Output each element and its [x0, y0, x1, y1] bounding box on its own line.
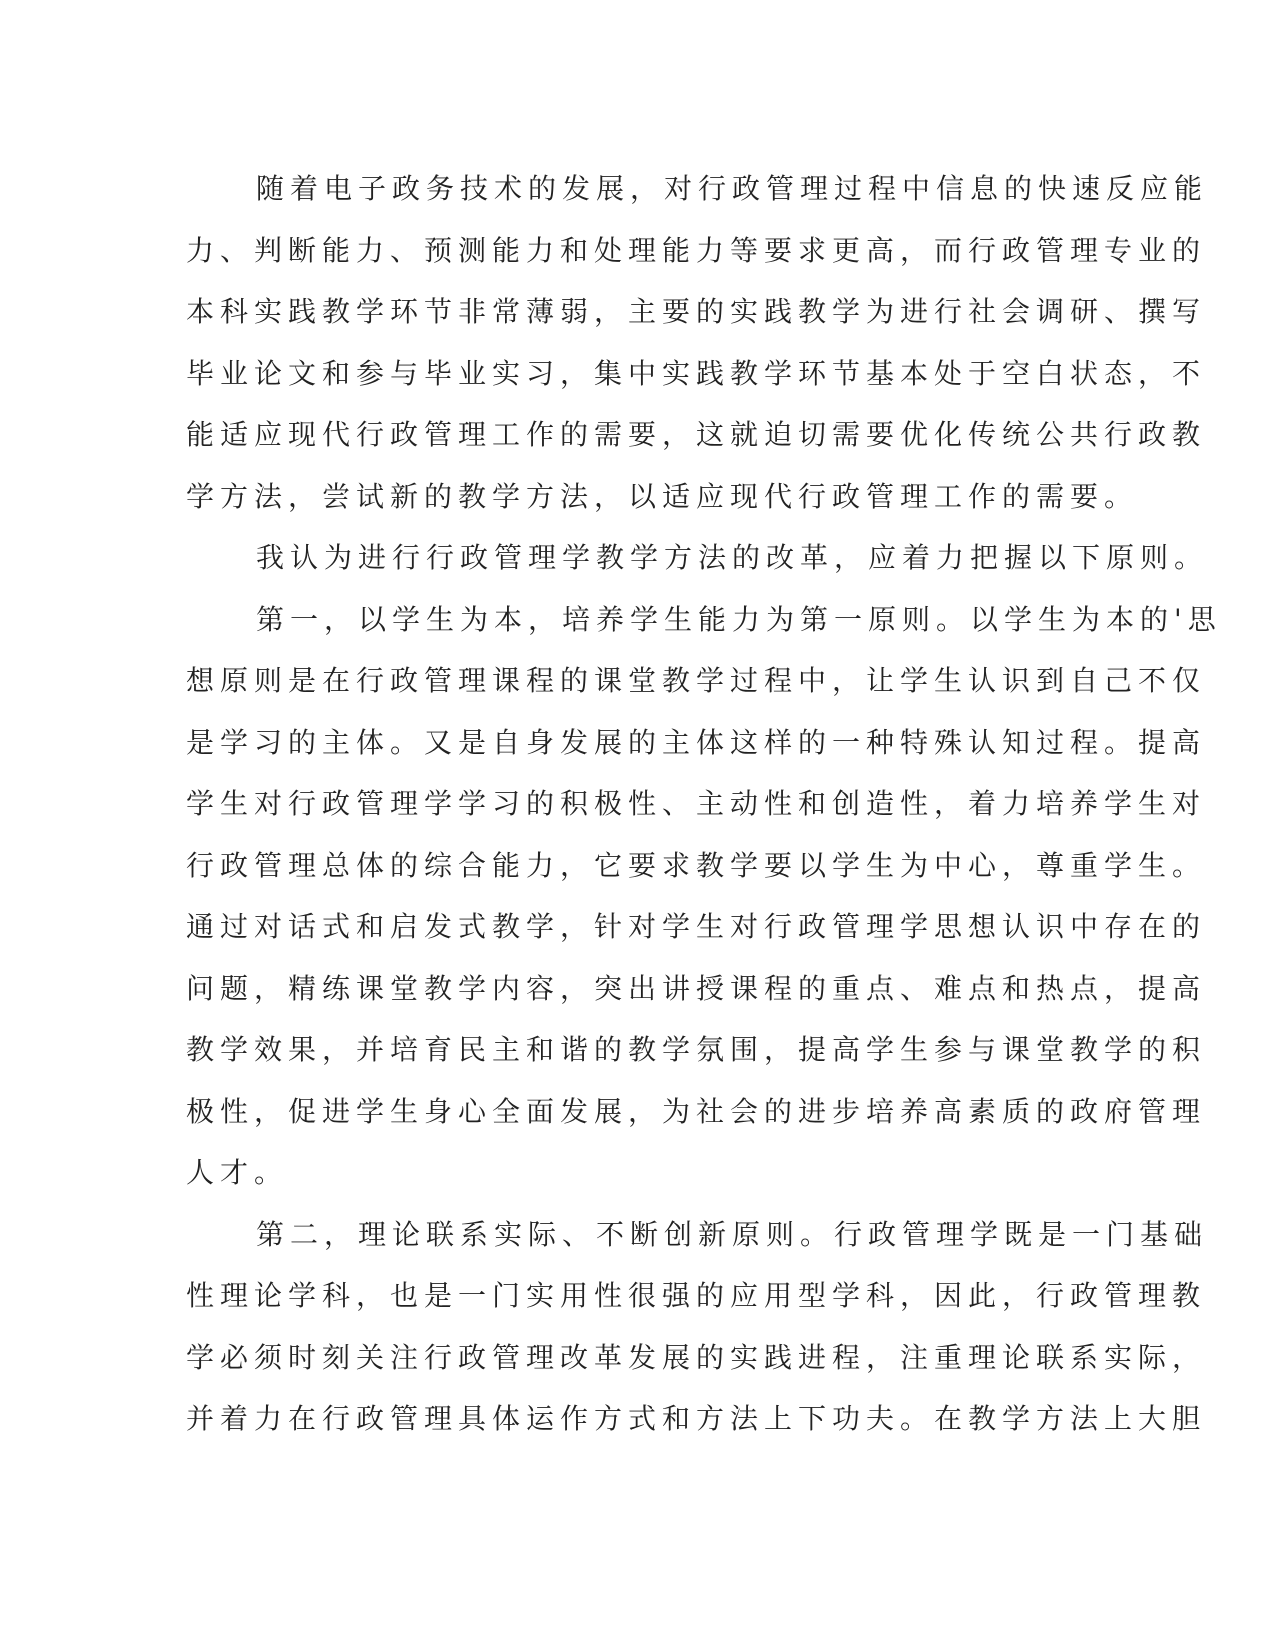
text-line: 我认为进行行政管理学教学方法的改革，应着力把握以下原则。: [256, 541, 1209, 574]
text-line: 极性，促进学生身心全面发展，为社会的进步培养高素质的政府管理: [186, 1094, 1207, 1128]
text-line: 力、判断能力、预测能力和处理能力等要求更高，而行政管理专业的: [186, 233, 1207, 267]
text-line: 想原则是在行政管理课程的课堂教学过程中，让学生认识到自己不仅: [186, 664, 1207, 697]
text-line: 毕业论文和参与毕业实习，集中实践教学环节基本处于空白状态，不: [186, 356, 1207, 390]
text-line: 第二，理论联系实际、不断创新原则。行政管理学既是一门基础: [256, 1217, 1209, 1251]
paragraph-1: [186, 158, 1209, 527]
text-line: 随着电子政务技术的发展，对行政管理过程中信息的快速反应能: [256, 172, 1209, 205]
text-line: 行政管理总体的综合能力，它要求教学要以学生为中心，尊重学生。: [186, 848, 1207, 882]
text-line: 通过对话式和启发式教学，针对学生对行政管理学思想认识中存在的: [186, 910, 1207, 943]
paragraph-3: [186, 589, 1222, 1204]
text-line: 学生对行政管理学学习的积极性、主动性和创造性，着力培养学生对: [186, 787, 1207, 820]
paragraph-4: [186, 1204, 1209, 1450]
text-line: 学方法，尝试新的教学方法，以适应现代行政管理工作的需要。: [186, 479, 1139, 513]
text-line: 教学效果，并培育民主和谐的教学氛围，提高学生参与课堂教学的积: [186, 1033, 1207, 1066]
text-line: 第一，以学生为本，培养学生能力为第一原则。以学生为本的'思: [256, 602, 1222, 636]
text-line: 人才。: [186, 1156, 289, 1189]
paragraph-2: [186, 527, 1209, 589]
text-line: 是学习的主体。又是自身发展的主体这样的一种特殊认知过程。提高: [186, 725, 1207, 759]
text-line: 并着力在行政管理具体运作方式和方法上下功夫。在教学方法上大胆: [186, 1402, 1207, 1435]
text-line: 能适应现代行政管理工作的需要，这就迫切需要优化传统公共行政教: [186, 418, 1207, 451]
document-body: [186, 158, 1222, 1450]
text-line: 学必须时刻关注行政管理改革发展的实践进程，注重理论联系实际，: [186, 1340, 1207, 1374]
text-line: 问题，精练课堂教学内容，突出讲授课程的重点、难点和热点，提高: [186, 971, 1207, 1005]
text-line: 本科实践教学环节非常薄弱，主要的实践教学为进行社会调研、撰写: [186, 295, 1207, 328]
text-line: 性理论学科，也是一门实用性很强的应用型学科，因此，行政管理教: [186, 1279, 1207, 1312]
